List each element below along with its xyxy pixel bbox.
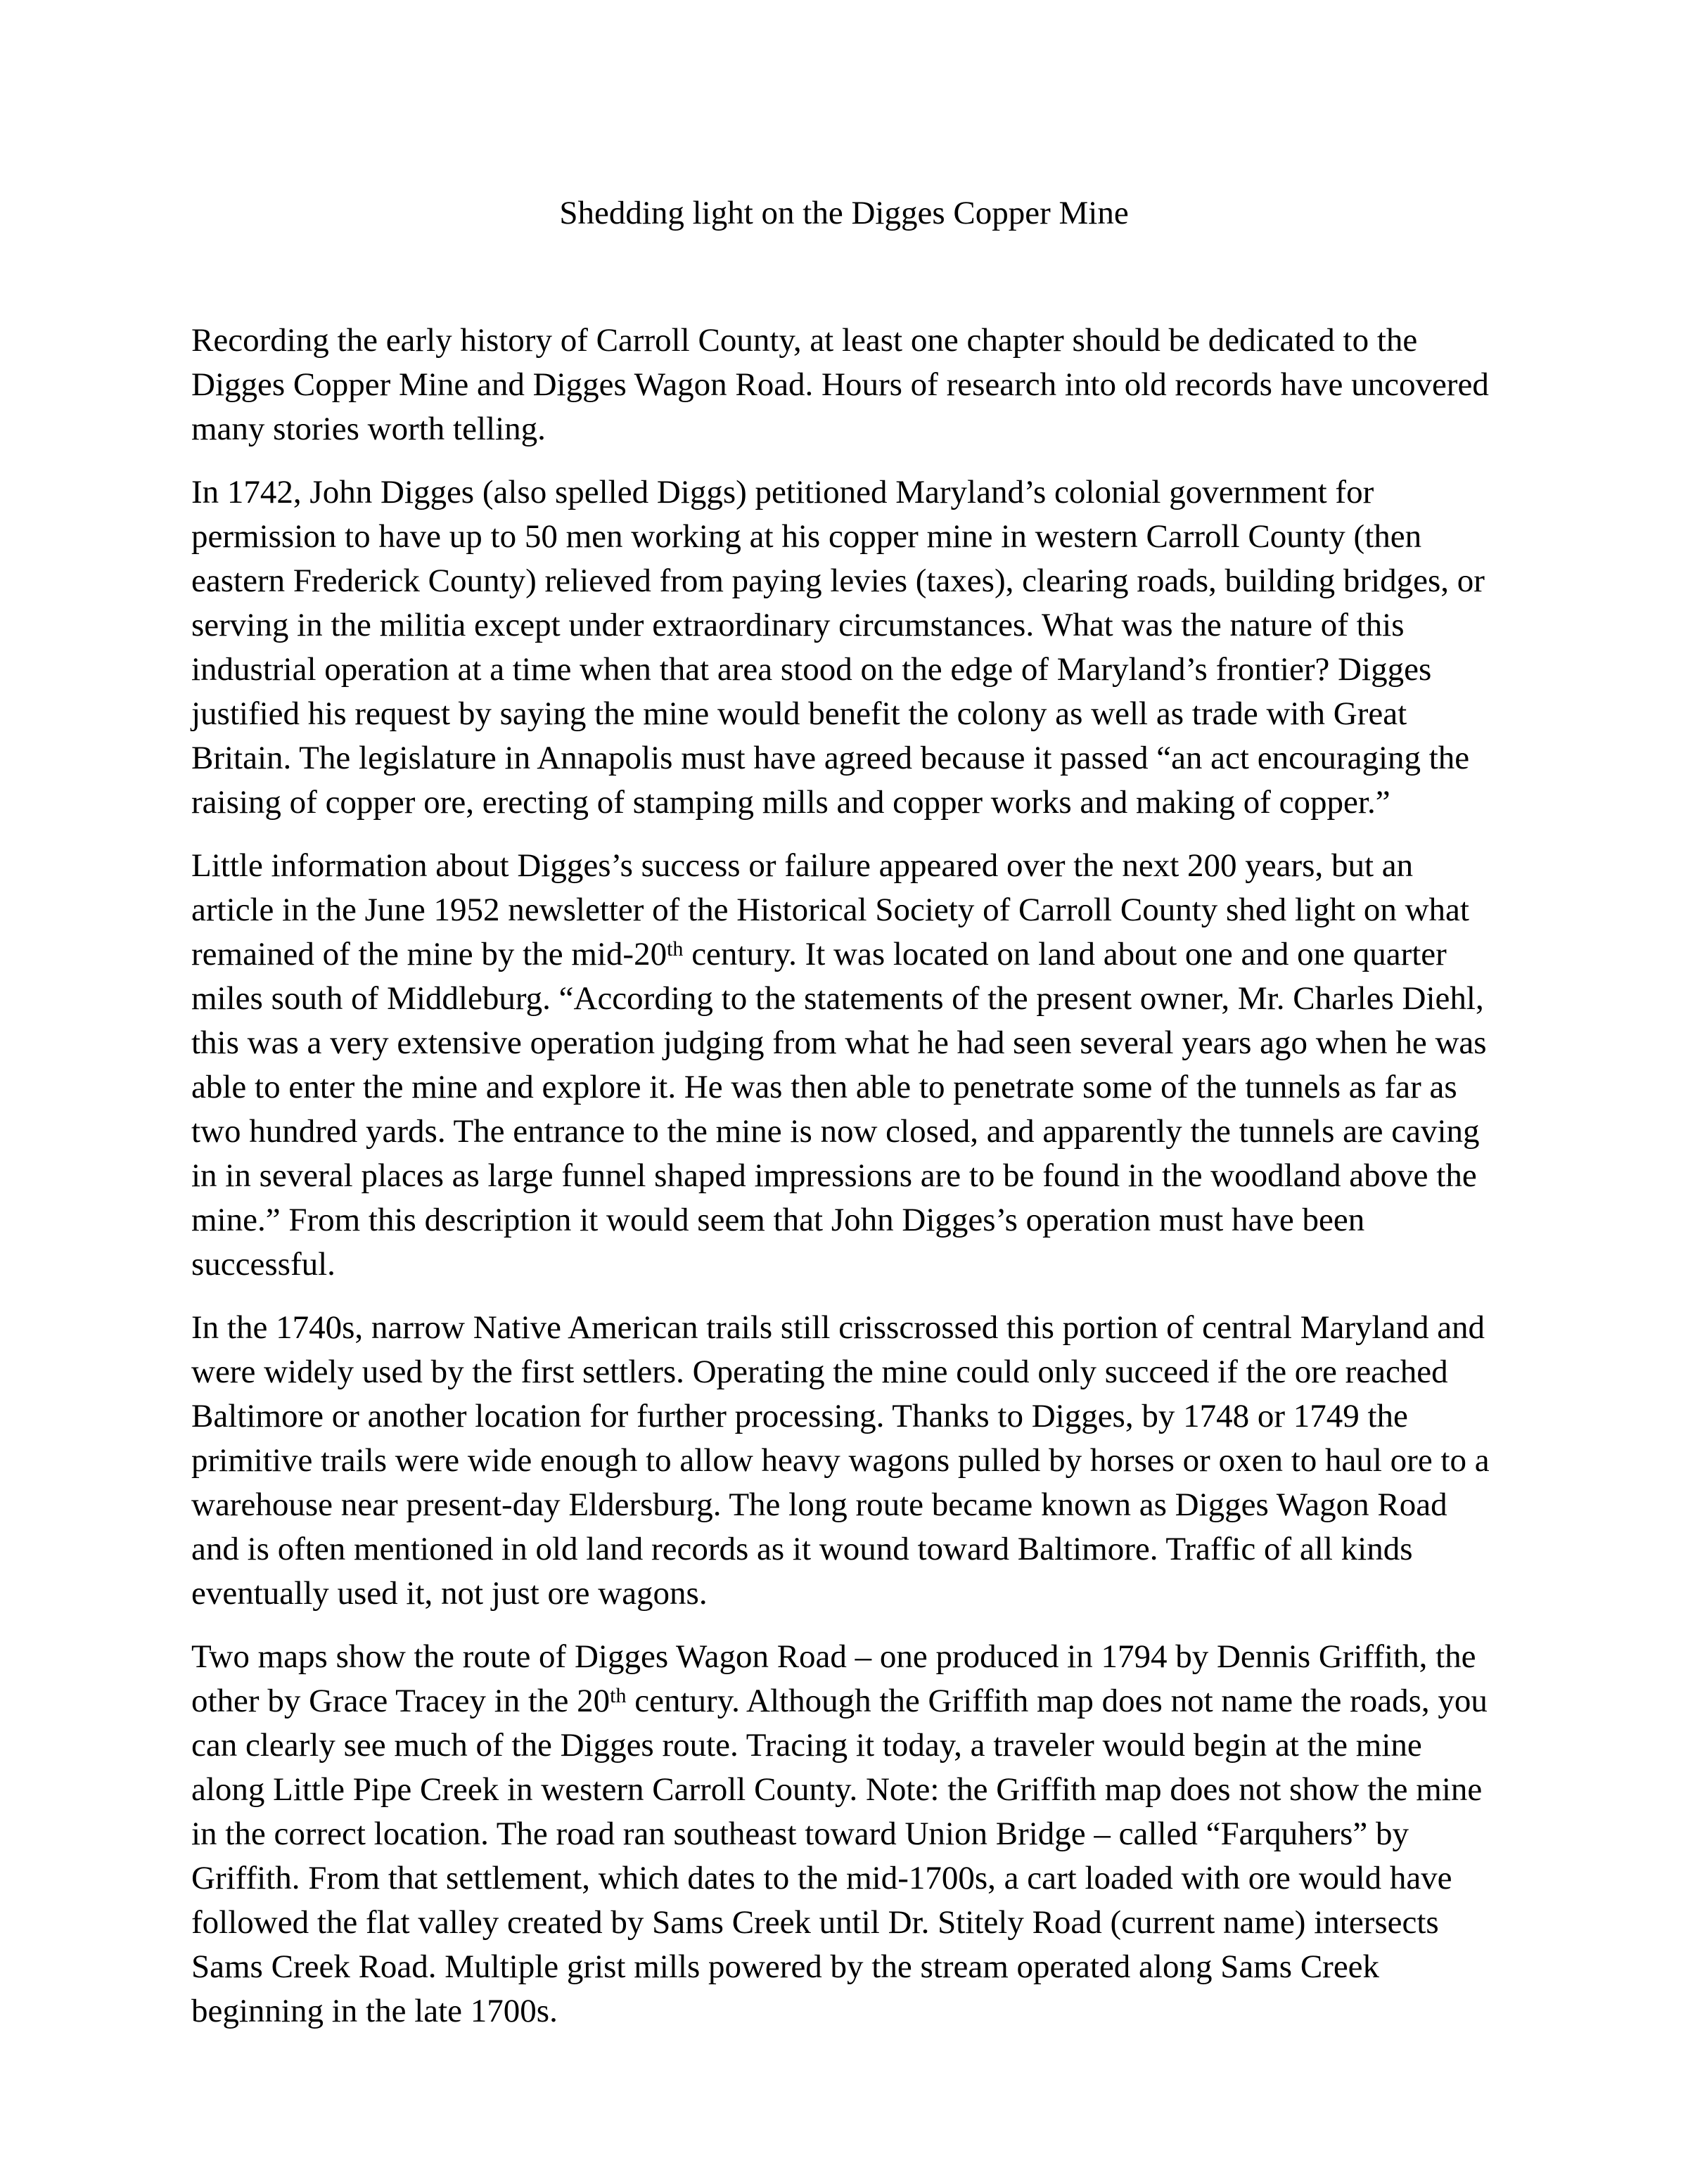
paragraph-4-text: In the 1740s, narrow Native American trails still crisscrossed this portion of central Maryland and were widely used by the first settlers. Operating the mine could only succeed if the ore reached Baltimore or another location for further processing. Thanks to Digges, by 1748 or 1749 the primitive trails were wide enough to allow heavy wagons pulled by horses or oxen to haul ore to a warehouse near present-day Eldersburg. The long route became known as Digges Wagon Road and is often mentioned in old land records as it wound toward Baltimore. Traffic of all kinds eventually used it, not just ore wagons. <box>191 1309 1490 1612</box>
paragraph-1 <box>191 319 1494 451</box>
paragraph-1-text: Recording the early history of Carroll County, at least one chapter should be dedicated to the Digges Copper Mine and Digges Wagon Road. Hours of research into old records have uncovered many stories worth telling. <box>191 322 1489 447</box>
paragraph-3 <box>191 844 1494 1287</box>
document-title: Shedding light on the Digges Copper Mine <box>559 195 1129 231</box>
paragraph-4 <box>191 1306 1494 1616</box>
paragraph-5 <box>191 1635 1494 2034</box>
paragraph-5-text-before-superscript: Two maps show the route of Digges Wagon Road – one produced in 1794 by Dennis Griffith, the other by Grace Tracey in the 20 <box>191 1638 1476 1719</box>
superscript-ordinal-th: th <box>610 1683 627 1707</box>
paragraph-3-text-after-superscript: century. It was located on land about one and one quarter miles south of Middleburg. “According to the statements of the present owner, Mr. Charles Diehl, this was a very extensive operation judging from what he had seen several years ago when he was able to enter the mine and explore it. He was then able to penetrate some of the tunnels as far as two hundred yards. The entrance to the mine is now closed, and apparently the tunnels are caving in in several places as large funnel shaped impressions are to be found in the woodland above the mine.” From this description it would seem that John Digges’s operation must have been successful. <box>191 936 1487 1283</box>
superscript-ordinal-th: th <box>667 937 684 961</box>
paragraph-2-text: In 1742, John Digges (also spelled Diggs) petitioned Maryland’s colonial government for permission to have up to 50 men working at his copper mine in western Carroll County (then eastern Frederick County) relieved from paying levies (taxes), clearing roads, building bridges, or serving in the militia except under extraordinary circumstances. What was the nature of this industrial operation at a time when that area stood on the edge of Maryland’s frontier? Digges justified his request by saying the mine would benefit the colony as well as trade with Great Britain. The legislature in Annapolis must have agreed because it passed “an act encouraging the raising of copper ore, erecting of stamping mills and copper works and making of copper.” <box>191 474 1485 821</box>
paragraph-2 <box>191 470 1494 825</box>
paragraph-3-text-before-superscript: Little information about Digges’s success or failure appeared over the next 200 years, but an article in the June 1952 newsletter of the Historical Society of Carroll County shed light on what remained of the mine by the mid-20 <box>191 847 1469 972</box>
paragraph-5-text-after-superscript: century. Although the Griffith map does not name the roads, you can clearly see much of the Digges route. Tracing it today, a traveler would begin at the mine along Little Pipe Creek in western Carroll County. Note: the Griffith map does not show the mine in the correct location. The road ran southeast toward Union Bridge – called “Farquhers” by Griffith. From that settlement, which dates to the mid-1700s, a cart loaded with ore would have followed the flat valley created by Sams Creek until Dr. Stitely Road (current name) intersects Sams Creek Road. Multiple grist mills powered by the stream operated along Sams Creek beginning in the late 1700s. <box>191 1683 1488 2029</box>
